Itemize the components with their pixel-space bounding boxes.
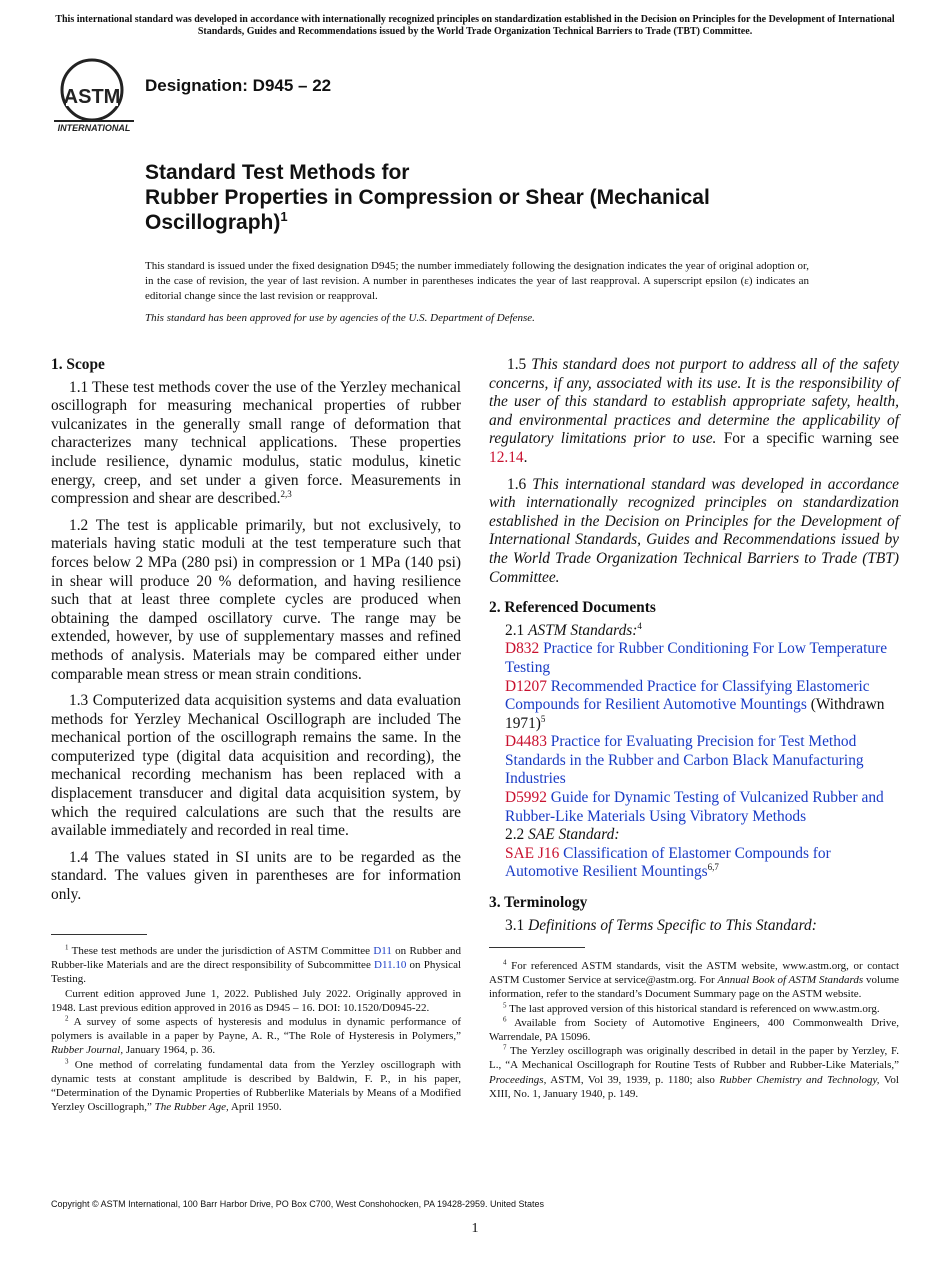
reference-title[interactable]: Practice for Rubber Conditioning For Low Temperature Testing xyxy=(505,640,888,676)
right-column xyxy=(489,356,899,935)
designation: Designation: D945 – 22 xyxy=(145,76,332,95)
section-terminology-heading: 3. Terminology xyxy=(489,894,588,912)
svg-text:ASTM: ASTM xyxy=(63,86,121,108)
footnotes-right xyxy=(489,959,899,1101)
dod-approval-note: This standard has been approved for use by agencies of the U.S. Department of Defense. xyxy=(145,312,535,324)
reference-item[interactable]: D1207 Recommended Practice for Classifying Elastomeric Compounds for Resilient Automotive Mountings (Withdrawn 1971)$^5$ xyxy=(505,677,885,732)
footnote-2: $^2$ A survey of some aspects of hysteresis and modulus in dynamic performance of polymers is available in a paper by Payne, A. R., “The Role of Hysteresis in Polymers,” Rubber Journal, January 1964, p. 36. xyxy=(51,1014,461,1057)
reference-item[interactable] xyxy=(489,640,899,677)
subcommittee-d11-10-link[interactable]: D11.10 xyxy=(374,959,407,972)
footnote-1-edition: Current edition approved June 1, 2022. Published July 2022. Originally approved in 1948. Last previous edition approved in 2016 as D945 – 16. DOI: 10.1520/D0945-22. xyxy=(51,987,461,1014)
warning-link[interactable]: 12.14 xyxy=(489,448,524,466)
footnotes-left xyxy=(51,944,461,1114)
top-notice: This international standard was developed in accordance with internationally recognized principles on standardization established in the Decision on Principles for the Development of International Standards, Guides and Recommendations issued by the World Trade Organization Technical Barriers to Trade (TBT) Committee. xyxy=(55,14,895,37)
astm-standards-label: 2.1 ASTM Standards:$^4$ xyxy=(505,620,642,639)
paragraph-1-5: 1.5 This standard does not purport to address all of the safety concerns, if any, associated with its use. It is the responsibility of the user of this standard to establish appropriate safety, health, and environmental practices and determine the applicability of regulatory limitations prior to use. For a specific warning see 12.14. xyxy=(489,356,899,466)
footnote-5: $^5$ The last approved version of this historical standard is referenced on www.astm.org. xyxy=(503,1000,880,1015)
reference-item[interactable] xyxy=(489,789,899,826)
issuance-note: This standard is issued under the fixed designation D945; the number immediately following the designation indicates the year of original adoption or, in the case of revision, the year of last revision. A number in parentheses indicates the year of last reapproval. A superscript epsilon (ε) indicates an editorial change since the last revision or reapproval. xyxy=(145,260,809,302)
paragraph-1-1: 1.1 These test methods cover the use of the Yerzley mechanical oscillograph for measuring mechanical properties of rubber vulcanizates in the generally small range of deformation that characterizes many technical applications. These properties include resilience, dynamic modulus, static modulus, kinetic energy, creep, and set under a given force. Measurements in compression and shear are described.$^{2,3}$ xyxy=(51,378,461,508)
section-referenced-documents-heading: 2. Referenced Documents xyxy=(489,599,656,617)
reference-designation[interactable]: D1207 xyxy=(505,677,547,695)
terminology-definitions-label: 3.1 Definitions of Terms Specific to This Standard: xyxy=(505,916,817,934)
title-footnote-mark: 1 xyxy=(280,209,288,224)
footnote-7: $^7$ The Yerzley oscillograph was originally described in detail in the paper by Yerzley, F. L., “A Mechanical Oscillograph for Routine Tests of Rubber and Rubber-Like Materials,” Proceedings, ASTM, Vol 39, 1939, p. 1180; also Rubber Chemistry and Technology, Vol XIII, No. 1, January 1940, p. 149. xyxy=(489,1043,899,1100)
reference-designation[interactable]: D5992 xyxy=(505,789,547,807)
reference-title[interactable]: Guide for Dynamic Testing of Vulcanized Rubber and Rubber-Like Materials Using Vibratory Methods xyxy=(505,789,884,825)
astm-logo xyxy=(52,56,136,134)
committee-d11-link[interactable]: D11 xyxy=(373,945,392,957)
footnote-divider-right xyxy=(489,947,585,948)
footnote-6: $^6$ Available from Society of Automotive Engineers, 400 Commonwealth Drive, Warrendale, PA 15096. xyxy=(489,1015,899,1044)
title-line-3: Oscillograph)$^1$ xyxy=(145,209,288,234)
reference-title[interactable]: Practice for Evaluating Precision for Test Method Standards in the Rubber and Carbon Black Manufacturing Industries xyxy=(505,733,864,788)
reference-designation[interactable]: SAE J16 xyxy=(505,844,560,862)
footnote-divider-left xyxy=(51,934,147,935)
paragraph-1-4: 1.4 The values stated in SI units are to be regarded as the standard. The values given in parentheses are for information only. xyxy=(51,848,461,904)
reference-designation[interactable]: D832 xyxy=(505,640,540,658)
title-line-2: Rubber Properties in Compression or Shear (Mechanical xyxy=(145,186,710,209)
svg-text:INTERNATIONAL: INTERNATIONAL xyxy=(57,123,131,133)
reference-title[interactable]: Recommended Practice for Classifying Elastomeric Compounds for Resilient Automotive Mountings xyxy=(505,677,870,714)
copyright-notice: Copyright © ASTM International, 100 Barr Harbor Drive, PO Box C700, West Conshohocken, PA 19428-2959. United States xyxy=(51,1199,545,1209)
title-line-1: Standard Test Methods for xyxy=(145,161,410,184)
reference-title[interactable]: Classification of Elastomer Compounds for Automotive Resilient Mountings xyxy=(505,844,831,881)
footnote-4: $^4$ For referenced ASTM standards, visit the ASTM website, www.astm.org, or contact ASTM Customer Service at service@astm.org. For Annual Book of ASTM Standards volume information, refer to the standard’s Document Summary page on the ASTM website. xyxy=(489,958,900,1001)
reference-item[interactable] xyxy=(489,733,899,789)
footnote-1: $^1$ These test methods are under the jurisdiction of ASTM Committee D11 on Rubber and Rubber-like Materials and are the direct responsibility of Subcommittee D11.10 on Physical Testing. xyxy=(51,943,462,986)
section-scope-heading: 1. Scope xyxy=(51,356,105,373)
page-number: 1 xyxy=(471,1221,479,1236)
reference-designation[interactable]: D4483 xyxy=(505,733,547,751)
footnote-3: $^3$ One method of correlating fundamental data from the Yerzley oscillograph with dynamic tests at constant amplitude is described by Baldwin, F. P., in his paper, “Determination of the Dynamic Properties of Rubberlike Materials by Means of a Modified Yerzley Oscillograph,” The Rubber Age, April 1950. xyxy=(51,1056,462,1114)
sae-standard-label: 2.2 SAE Standard: xyxy=(505,826,620,844)
document-title xyxy=(145,160,845,235)
left-column xyxy=(51,356,461,913)
paragraph-1-3: 1.3 Computerized data acquisition systems and data evaluation methods for Yerzley Mechanical Oscillograph are included The mechanical portion of the oscillograph remains the same. In the computerized type (digital data acquisition and recording), the mechanical recording mechanism has been replaced with a displacement transducer and digital data acquisition system, by which the required calculations are such that the results are available immediately and recorded in real time. xyxy=(51,692,461,840)
paragraph-1-6: 1.6 This international standard was developed in accordance with internationally recognized principles on standardization established in the Decision on Principles for the Development of International Standards, Guides and Recommendations issued by the World Trade Organization Technical Barriers to Trade (TBT) Committee. xyxy=(489,475,899,586)
paragraph-1-2: 1.2 The test is applicable primarily, but not exclusively, to materials having static moduli at the test temperature such that forces below 2 MPa (280 psi) in compression or 1 MPa (140 psi) in shear will produce 20 % deformation, and having resilience such that at least three complete cycles are produced when obtaining the damped oscillatory curve. The range may be extended, however, by use of supplementary masses and refined methods of analysis. Materials may be compared either under comparable mean stress or mean strain conditions. xyxy=(51,516,461,683)
reference-item[interactable]: SAE J16 Classification of Elastomer Compounds for Automotive Resilient Mountings$^{6,7}$ xyxy=(505,844,831,881)
